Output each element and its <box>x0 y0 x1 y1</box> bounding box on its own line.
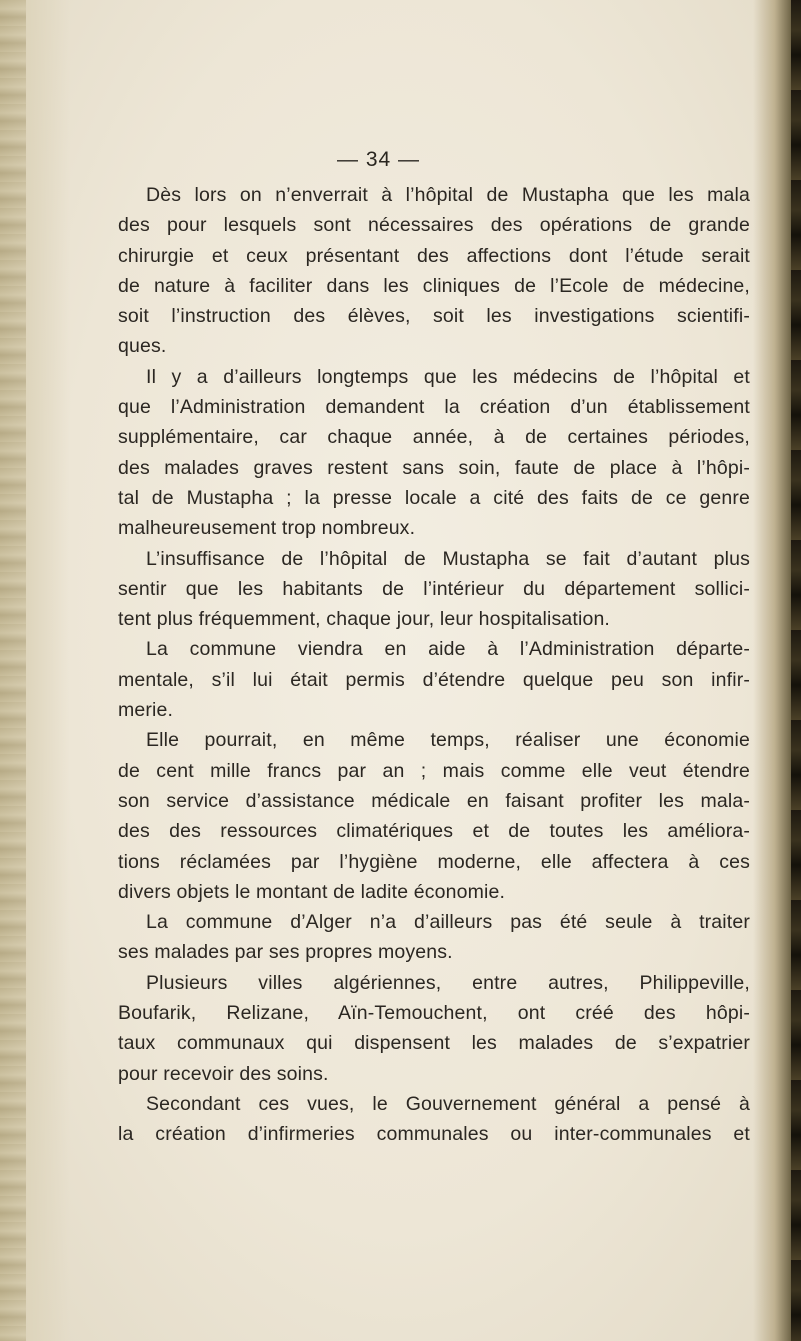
text-line: tent plus fréquemment, chaque jour, leur hospitalisation. <box>118 608 611 631</box>
text-line: La commune d’Alger n’a d’ailleurs pas été seule à traiter <box>146 911 750 934</box>
text-line: la création d’infirmeries communales ou inter-communales et <box>118 1123 750 1146</box>
text-line: Plusieurs villes algériennes, entre autres, Philippeville, <box>146 971 750 994</box>
text-line: supplémentaire, car chaque année, à de certaines périodes, <box>118 426 750 449</box>
page-left-binding-stain <box>0 0 26 1341</box>
body-text <box>118 180 750 1150</box>
text-line: Il y a d’ailleurs longtemps que les médecins de l’hôpital et <box>146 365 750 388</box>
text-line: des pour lesquels sont nécessaires des opérations de grande <box>118 214 750 237</box>
text-line: La commune viendra en aide à l’Administration départe- <box>146 638 750 661</box>
text-line: des des ressources climatériques et de toutes les améliora- <box>118 820 750 843</box>
text-line: son service d’assistance médicale en faisant profiter les mala- <box>118 789 750 812</box>
text-line: tions réclamées par l’hygiène moderne, elle affectera à ces <box>118 850 750 873</box>
text-line: Secondant ces vues, le Gouvernement général a pensé à <box>146 1092 750 1115</box>
text-line: tal de Mustapha ; la presse locale a cité des faits de ce genre <box>118 486 750 509</box>
text-line: de nature à faciliter dans les cliniques de l’Ecole de médecine, <box>118 274 750 297</box>
text-line: malheureusement trop nombreux. <box>118 517 416 540</box>
text-line: merie. <box>118 699 174 722</box>
text-line: ses malades par ses propres moyens. <box>118 941 453 964</box>
text-line: de cent mille francs par an ; mais comme elle veut étendre <box>118 759 750 782</box>
text-line: L’insuffisance de l’hôpital de Mustapha se fait d’autant plus <box>146 547 750 570</box>
text-line: mentale, s’il lui était permis d’étendre quelque peu son infir- <box>118 668 750 691</box>
text-line: Boufarik, Relizane, Aïn-Temouchent, ont créé des hôpi- <box>118 1002 750 1025</box>
text-line: que l’Administration demandent la création d’un établissement <box>118 396 750 419</box>
text-line: sentir que les habitants de l’intérieur du département sollici- <box>118 577 750 600</box>
text-line: des malades graves restent sans soin, faute de place à l’hôpi- <box>118 456 750 479</box>
text-line: soit l’instruction des élèves, soit les investigations scientifi- <box>118 305 750 328</box>
page-number: — 34 — <box>336 148 421 171</box>
text-line: Dès lors on n’enverrait à l’hôpital de Mustapha que les mala <box>146 184 750 206</box>
text-line: ques. <box>118 335 167 358</box>
text-line: pour recevoir des soins. <box>118 1062 329 1085</box>
text-line: taux communaux qui dispensent les malades de s’expatrier <box>118 1032 750 1055</box>
page-right-dark-border <box>791 0 801 1341</box>
text-line: chirurgie et ceux présentant des affections dont l’étude serait <box>118 244 750 267</box>
text-line: Elle pourrait, en même temps, réaliser une économie <box>146 729 750 752</box>
text-line: divers objets le montant de ladite économie. <box>118 880 506 903</box>
